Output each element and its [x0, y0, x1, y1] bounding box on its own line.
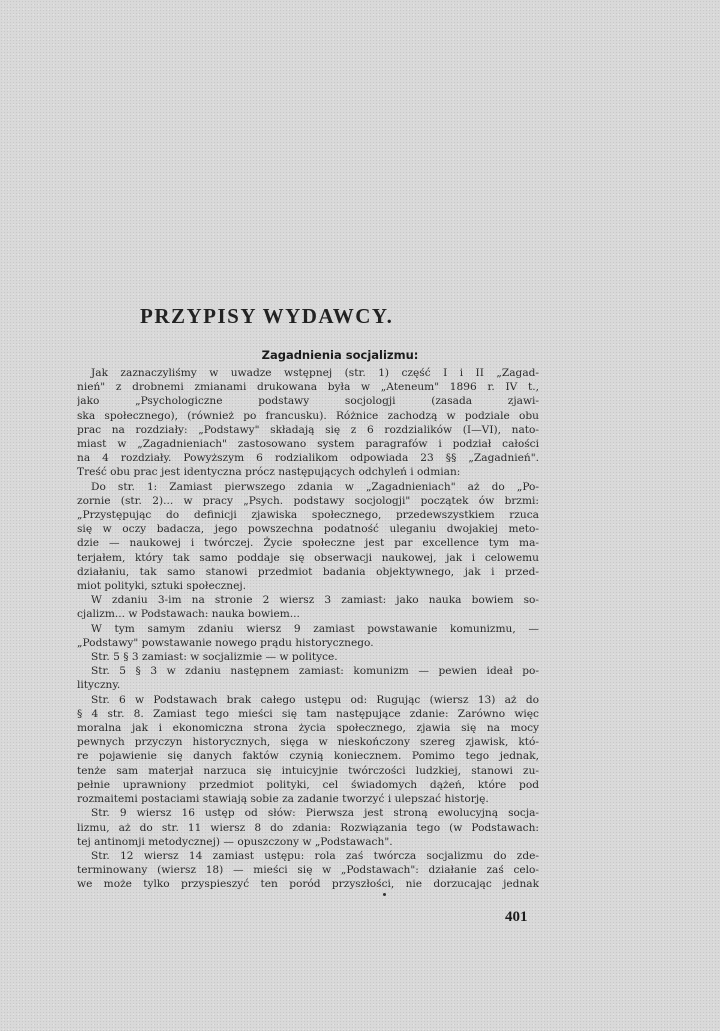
text-line: Jak zaznaczyliśmy w uwadze wstępnej (str. 1) część I i II „Zagad- [91, 367, 539, 379]
text-line: dzie — naukowej i twórczej. Życie społeczne jest par excellence tym ma- [77, 537, 539, 550]
text-line: pewnych przyczyn historycznych, sięga w nieskończony szereg zjawisk, któ- [77, 736, 539, 749]
text-line: tej antinomji metodycznej) — opuszczony w „Podstawach". [77, 835, 393, 848]
text-line: Treść obu prac jest identyczna prócz następujących odchyleń i odmian: [77, 466, 461, 479]
text-line: terjałem, który tak samo poddaje się obserwacji naukowej, jak i celowemu [77, 551, 539, 564]
text-line: miot polityki, sztuki społecznej. [77, 580, 246, 593]
text-line: się w oczy badacza, jego powszechna podatność uleganiu dwojakiej meto- [77, 523, 539, 536]
section-subheading: Zagadnienia socjalizmu: [261, 348, 419, 362]
body-text [77, 366, 539, 892]
text-line: W zdaniu 3-im na stronie 2 wiersz 3 zamiast: jako nauka bowiem so- [91, 594, 539, 607]
text-line: „Podstawy" powstawanie nowego prądu historycznego. [77, 636, 374, 649]
text-line: cjalizm... w Podstawach: nauka bowiem... [77, 608, 300, 621]
text-line: działaniu, tak samo stanowi przedmiot badania objektywnego, jak i przed- [77, 565, 539, 578]
text-line: lizmu, aż do str. 11 wiersz 8 do zdania: Rozwiązania tego (w Podstawach: [77, 821, 539, 834]
page-heading: PRZYPISY WYDAWCY. [140, 304, 394, 328]
text-line: Do str. 1: Zamiast pierwszego zdania w „Zagadnieniach" aż do „Po- [91, 480, 539, 493]
text-line: Str. 12 wiersz 14 zamiast ustępu: rola zaś twórcza socjalizmu do zde- [91, 849, 539, 862]
text-line: Str. 5 § 3 zamiast: w socjalizmie — w polityce. [91, 651, 338, 664]
text-line: „Przystępując do definicji zjawiska społecznego, przedewszystkiem rzuca [77, 509, 539, 522]
text-line: nień" z drobnemi zmianami drukowana była w „Ateneum" 1896 r. IV t., [77, 381, 539, 394]
ink-mark [383, 893, 386, 896]
text-line: miast w „Zagadnieniach" zastosowano system paragrafów i podział całości [77, 438, 539, 451]
text-line: tenże sam materjał narzuca się intuicyjnie twórczości ludzkiej, stanowi zu- [77, 764, 539, 777]
text-line: terminowany (wiersz 18) — mieści się w „Podstawach": działanie zaś celo- [77, 864, 539, 877]
text-line: na 4 rozdziały. Powyższym 6 rodzialikom odpowiada 23 §§ „Zagadnień". [77, 452, 539, 465]
text-line: W tym samym zdaniu wiersz 9 zamiast powstawanie komunizmu, — [91, 622, 539, 635]
text-line: pełnie uprawniony przedmiot polityki, cel świadomych dążeń, które pod [77, 778, 539, 791]
text-line: Str. 5 § 3 w zdaniu następnem zamiast: komunizm — pewien ideał po- [91, 665, 539, 678]
text-line: re pojawienie się danych faktów czynią koniecznem. Pomimo tego jednak, [77, 750, 539, 763]
text-line: ska społecznego), (również po francusku). Różnice zachodzą w podziale obu [77, 409, 539, 422]
text-line: Str. 9 wiersz 16 ustęp od słów: Pierwsza jest stroną ewolucyjną socja- [91, 807, 539, 820]
text-line: moralna jak i ekonomiczna strona życia społecznego, zjawia się na mocy [77, 722, 539, 735]
text-line: jako „Psychologiczne podstawy socjologji (zasada zjawi- [77, 395, 539, 408]
text-line: prac na rozdziały: „Podstawy" składają się z 6 rozdzialików (I—VI), nato- [77, 423, 539, 436]
page-number: 401 [505, 909, 528, 925]
text-line: lityczny. [77, 679, 121, 692]
text-line: zornie (str. 2)... w pracy „Psych. podstawy socjologji" początek ów brzmi: [77, 494, 539, 507]
text-line: Str. 6 w Podstawach brak całego ustępu od: Rugując (wiersz 13) aż do [91, 693, 539, 706]
text-line: rozmaitemi postaciami stawiają sobie za zadanie tworzyć i ulepszać historję. [77, 793, 489, 806]
text-line: § 4 str. 8. Zamiast tego mieści się tam następujące zdanie: Zarówno więc [77, 707, 539, 720]
text-line: we może tylko przyspieszyć ten poród przyszłości, nie dorzucając jednak [77, 878, 539, 891]
